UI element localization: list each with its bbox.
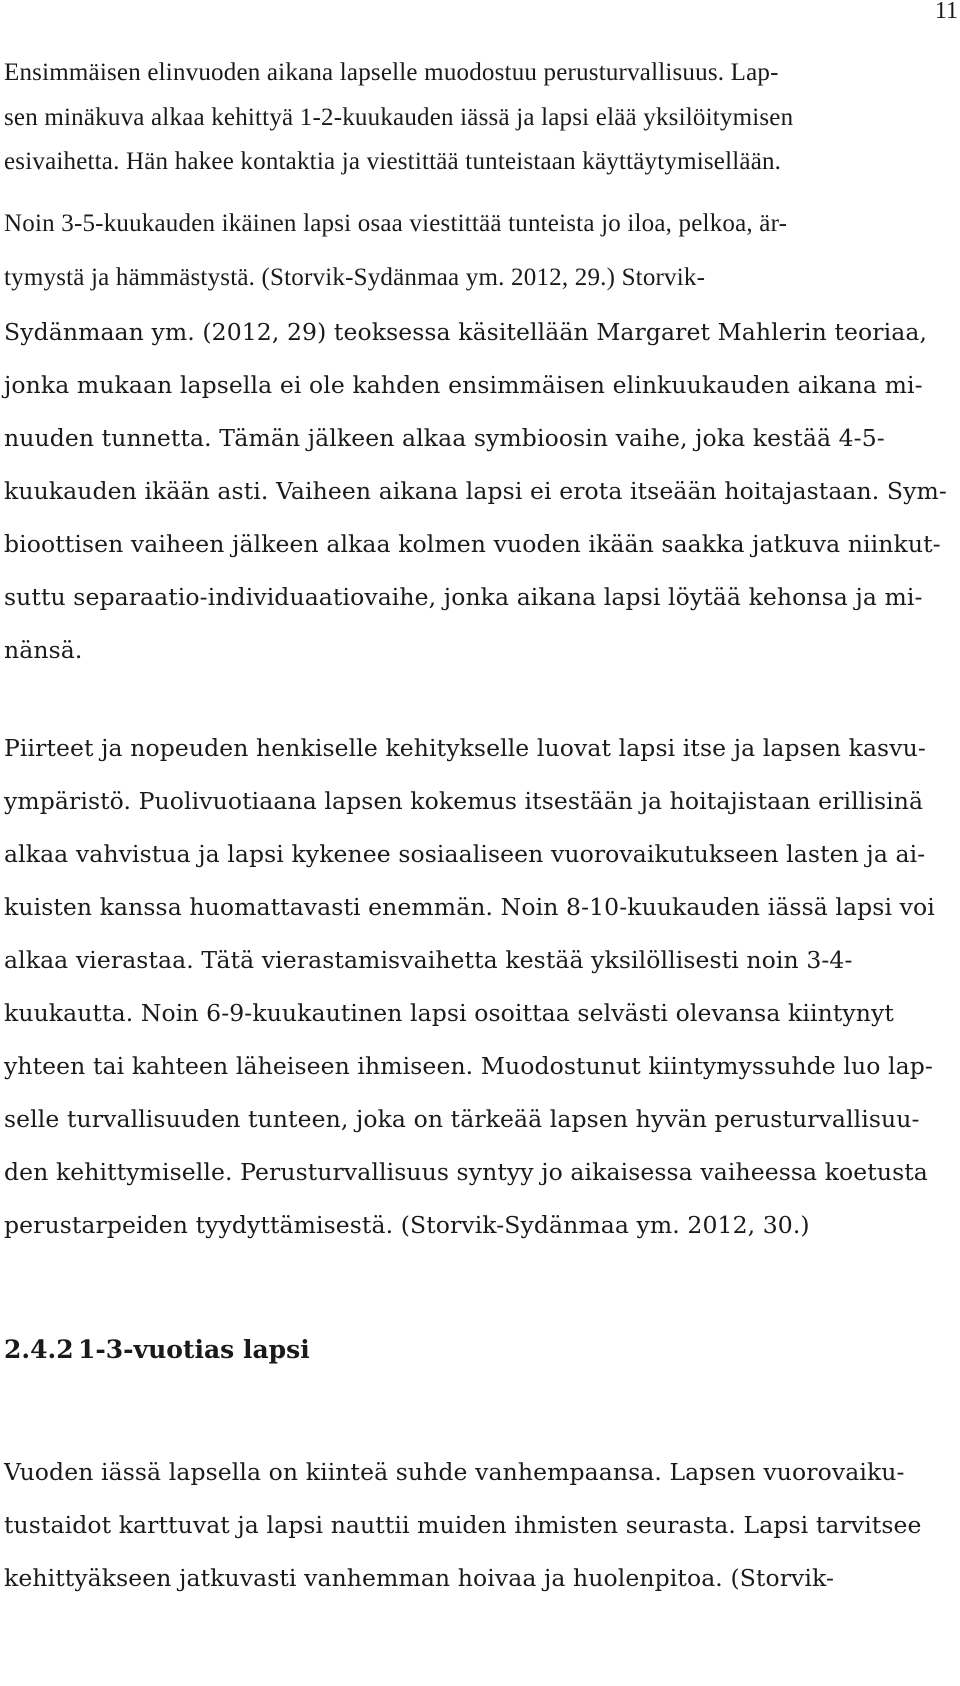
text-line: tymystä ja hämmästystä. (Storvik-Sydänmaa ym. 2012, 29.) Storvik- <box>4 264 706 291</box>
text-line: kuisten kanssa huomattavasti enemmän. Noin 8-10-kuukauden iässä lapsi voi <box>4 893 935 921</box>
text-line: esivaihetta. Hän hakee kontaktia ja viestittää tunteistaan käyttäytymisellään. <box>4 148 782 175</box>
text-line: suttu separaatio-individuaatiovaihe, jonka aikana lapsi löytää kehonsa ja mi- <box>4 583 923 611</box>
text-line: Piirteet ja nopeuden henkiselle kehitykselle luovat lapsi itse ja lapsen kasvu- <box>4 734 926 762</box>
text-line: Ensimmäisen elinvuoden aikana lapselle muodostuu perusturvallisuus. Lap- <box>4 59 779 86</box>
text-line: Sydänmaan ym. (2012, 29) teoksessa käsitellään Margaret Mahlerin teoriaa, <box>4 318 928 346</box>
text-line: selle turvallisuuden tunteen, joka on tärkeää lapsen hyvän perusturvallisuu- <box>4 1105 920 1133</box>
section-number: 2.4.2 <box>4 1335 74 1364</box>
text-line: kuukautta. Noin 6-9-kuukautinen lapsi osoittaa selvästi olevansa kiintynyt <box>4 999 894 1027</box>
text-line: tustaidot karttuvat ja lapsi nauttii muiden ihmisten seurasta. Lapsi tarvitsee <box>4 1511 922 1539</box>
page-number: 11 <box>934 0 958 24</box>
text-line: yhteen tai kahteen läheiseen ihmiseen. Muodostunut kiintymyssuhde luo lap- <box>4 1052 933 1080</box>
text-line: alkaa vierastaa. Tätä vierastamisvaihetta kestää yksilöllisesti noin 3-4- <box>4 946 853 974</box>
text-line: ympäristö. Puolivuotiaana lapsen kokemus itsestään ja hoitajistaan erillisinä <box>4 787 924 815</box>
text-line: kuukauden ikään asti. Vaiheen aikana lapsi ei erota itseään hoitajastaan. Sym- <box>4 477 947 505</box>
text-line: sen minäkuva alkaa kehittyä 1-2-kuukauden iässä ja lapsi elää yksilöitymisen <box>4 104 794 131</box>
text-line: perustarpeiden tyydyttämisestä. (Storvik-Sydänmaa ym. 2012, 30.) <box>4 1211 810 1239</box>
text-line: Noin 3-5-kuukauden ikäinen lapsi osaa viestittää tunteista jo iloa, pelkoa, är- <box>4 210 788 237</box>
text-line: alkaa vahvistua ja lapsi kykenee sosiaaliseen vuorovaikutukseen lasten ja ai- <box>4 840 926 868</box>
text-line: bioottisen vaiheen jälkeen alkaa kolmen vuoden ikään saakka jatkuva niinkut- <box>4 530 941 558</box>
section-title: 1-3-vuotias lapsi <box>78 1335 310 1364</box>
text-line: kehittyäkseen jatkuvasti vanhemman hoivaa ja huolenpitoa. (Storvik- <box>4 1564 834 1592</box>
text-line: nänsä. <box>4 636 83 664</box>
text-line: den kehittymiselle. Perusturvallisuus syntyy jo aikaisessa vaiheessa koetusta <box>4 1158 928 1186</box>
text-line: jonka mukaan lapsella ei ole kahden ensimmäisen elinkuukauden aikana mi- <box>4 371 923 399</box>
text-line: nuuden tunnetta. Tämän jälkeen alkaa symbioosin vaihe, joka kestää 4-5- <box>4 424 885 452</box>
section-heading <box>4 1335 310 1365</box>
text-line: Vuoden iässä lapsella on kiinteä suhde vanhempaansa. Lapsen vuorovaiku- <box>4 1458 905 1486</box>
